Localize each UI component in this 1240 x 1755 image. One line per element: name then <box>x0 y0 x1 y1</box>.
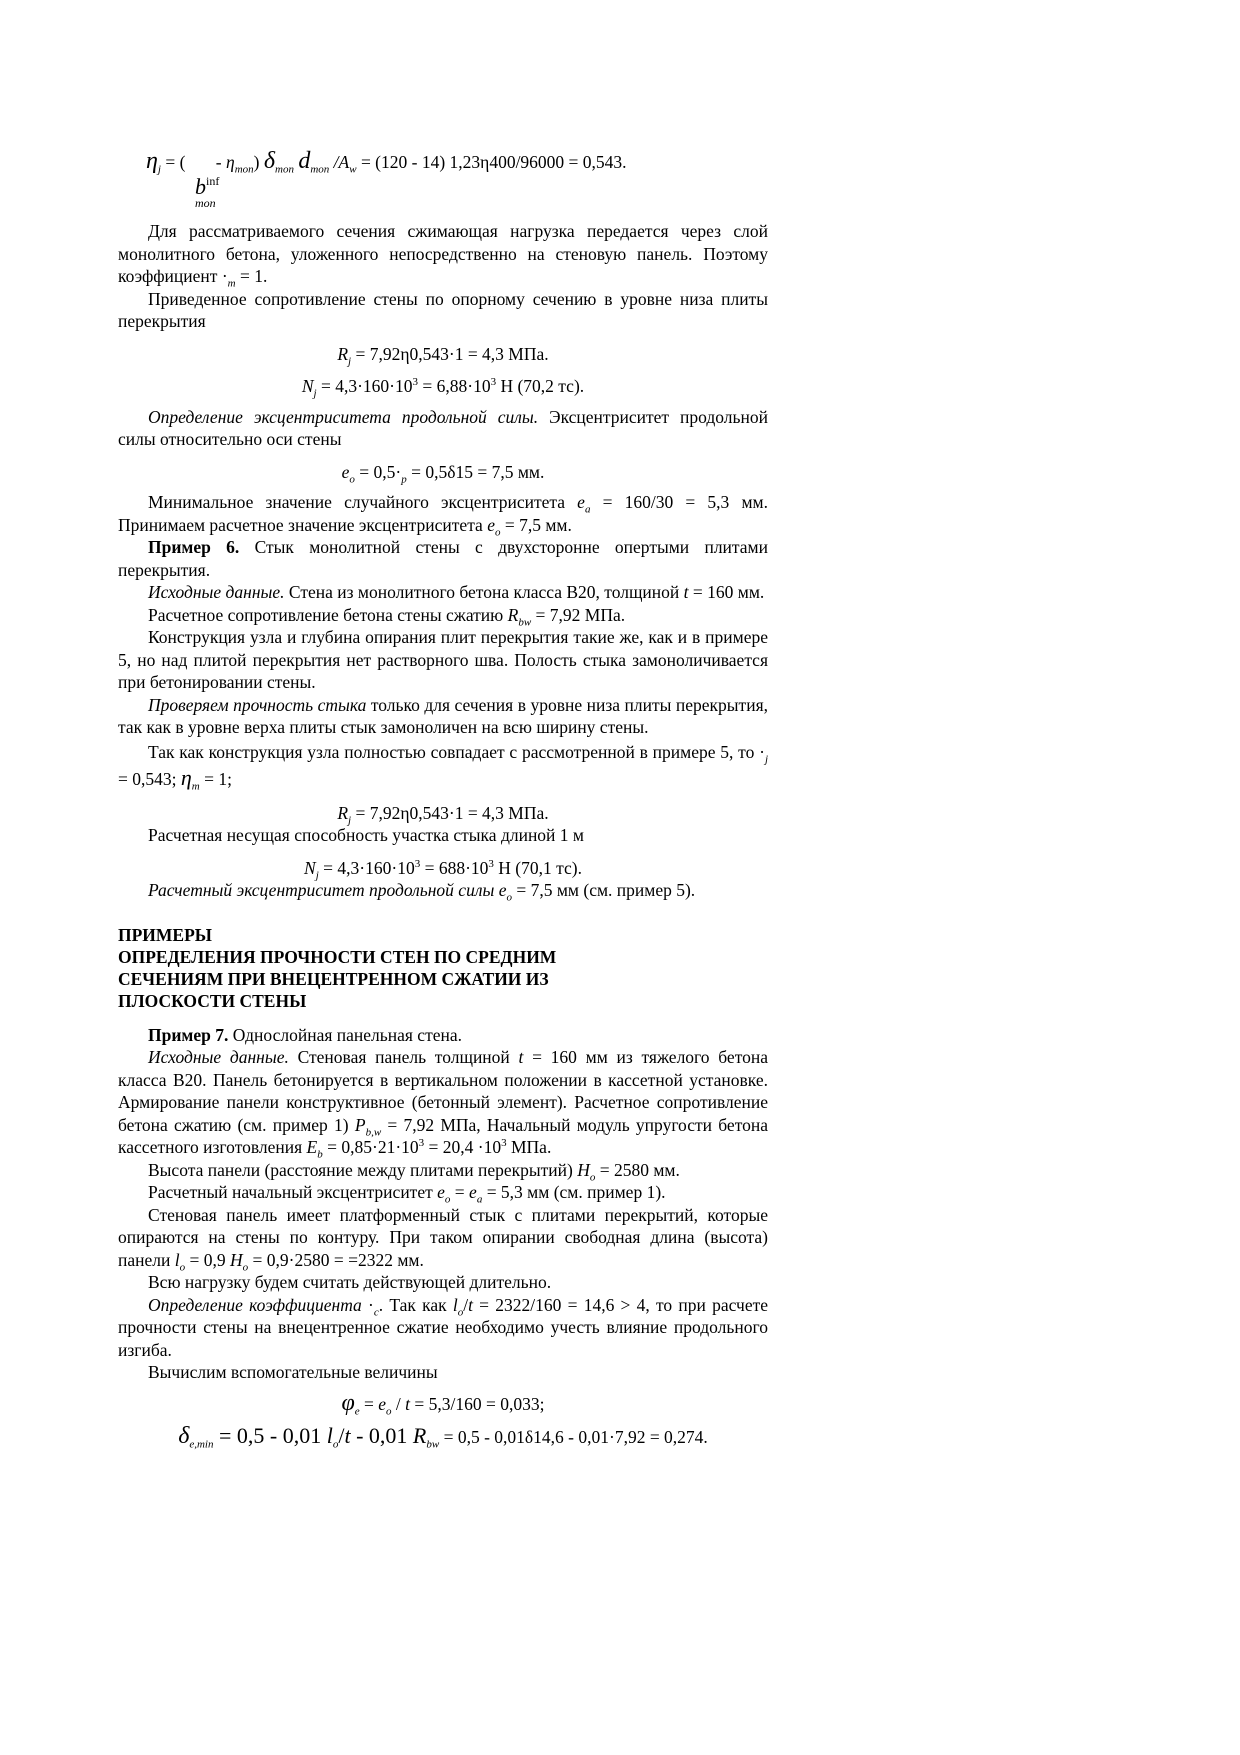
sub: c <box>373 1306 379 1318</box>
paragraph <box>118 604 768 627</box>
equation-delta <box>118 1425 768 1449</box>
sub: p <box>401 473 407 485</box>
text: = 20,4 ·10 <box>424 1137 502 1157</box>
paragraph <box>118 694 768 739</box>
text: Расчетный эксцентриситет продольной силы <box>148 880 499 900</box>
text: = 0,5 - 0,01δ14,6 - 0,01·7,92 = 0,274. <box>439 1427 708 1447</box>
paragraph <box>118 1181 768 1204</box>
sub: o <box>242 1261 249 1273</box>
text: = 160 мм из тяжелого бетона класса В20. Панель бетонируется в вертикальном положении в кассетной установке. Армирование панели конструктивное (бетонный элемент). Расчетное сопротивление бетона сжатию (см. пример 1) <box>118 1047 768 1135</box>
document-page <box>118 150 768 1449</box>
text: = <box>450 1182 470 1202</box>
text: l <box>326 1423 333 1448</box>
sub: mon <box>195 196 216 210</box>
sup: 3 <box>490 376 497 389</box>
sub: bw <box>518 616 532 628</box>
sup: inf <box>206 174 220 188</box>
sub: j <box>315 869 319 881</box>
text: = 7,92 МПа, Начальный модуль упругости бетона кассетного изготовления <box>118 1114 768 1157</box>
text: · <box>759 741 765 762</box>
text: Проверяем прочность стыка <box>148 694 367 715</box>
text: = 2322/160 = 14,6 > 4, то при расчете прочности стены на внецентренное сжатие необходимо учесть влияние продольного изгиба. <box>118 1294 768 1360</box>
sub: o <box>457 1306 464 1318</box>
text: · <box>368 1294 374 1315</box>
formula-eta-j <box>118 150 768 210</box>
text: - <box>211 152 226 172</box>
paragraph: Конструкция узла и глубина опирания плит перекрытия такие же, как и в примере 5, но над плитой перекрытия нет растворного шва. Полость стыка замоноличивается при бетонировании стены. <box>118 627 768 692</box>
text: = 0,5δ15 = 7,5 мм. <box>406 461 545 482</box>
paragraph <box>118 1204 768 1272</box>
paragraph <box>118 1046 768 1159</box>
text: R <box>507 604 519 625</box>
sub: o <box>179 1261 186 1273</box>
equation-nj <box>118 375 768 398</box>
sub: j <box>313 387 317 400</box>
text: e <box>577 492 585 512</box>
text: = 0,9·2580 = =2322 мм. <box>248 1249 424 1270</box>
text: = 7,92 МПа. <box>531 604 626 625</box>
text: e <box>341 461 350 482</box>
paragraph <box>118 491 768 536</box>
sub: o <box>589 1171 596 1183</box>
text: Стена из монолитного бетона класса В20, толщиной <box>284 582 684 602</box>
sub: mon <box>234 163 254 176</box>
text: Стеновая панель имеет платформенный стык с плитами перекрытий, которые опираются на стены по контуру. При таком опирании свободная длина (высота) панели <box>118 1204 768 1270</box>
sub: m <box>227 277 236 290</box>
text: Исходные данные. <box>148 582 285 602</box>
eta-symbol: η <box>180 764 192 790</box>
text: = 160/30 = 5,3 мм. Принимаем расчетное значение эксцентриситета <box>118 492 768 535</box>
text: = 5,3/160 = 0,033; <box>410 1393 545 1414</box>
text: Для рассматриваемого сечения сжимающая нагрузка передается через слой монолитного бетона, уложенного непосредственно на стеновую панель. Поэтому коэффициент <box>118 221 768 286</box>
paragraph: Приведенное сопротивление стены по опорному сечению в уровне низа плиты перекрытия <box>118 288 768 331</box>
text: e <box>498 880 507 900</box>
text: /A <box>329 152 350 172</box>
text: Эксцентриситет продольной силы относительно оси стены <box>118 406 768 449</box>
text: / <box>463 1294 469 1315</box>
text: e <box>437 1182 445 1202</box>
text: Так как конструкция узла полностью совпадает с рассмотренной в примере 5, то <box>148 741 760 762</box>
sup: 3 <box>488 857 494 870</box>
text: = ( <box>160 152 186 172</box>
text: P <box>354 1114 366 1135</box>
heading-line: СЕЧЕНИЯМ ПРИ ВНЕЦЕНТРЕННОМ СЖАТИИ ИЗ <box>118 968 549 989</box>
text: = 7,92η0,543·1 = 4,3 МПа. <box>351 343 549 364</box>
eta-symbol: η <box>146 148 158 174</box>
paragraph <box>118 220 768 288</box>
paragraph <box>118 536 768 581</box>
paragraph <box>118 1159 768 1182</box>
paragraph: Всю нагрузку будем считать действующей длительно. <box>148 1272 552 1292</box>
text: R <box>337 802 349 823</box>
text: ) <box>253 152 260 172</box>
paragraph <box>118 1294 768 1362</box>
text: N <box>304 857 316 878</box>
text: N <box>301 376 314 396</box>
phi-symbol: φ <box>341 1389 355 1416</box>
sup: 3 <box>418 1137 425 1150</box>
text: = 688·10 <box>420 857 489 878</box>
text: = <box>359 1393 379 1414</box>
paragraph: Расчетная несущая способность участка стыка длиной 1 м <box>148 825 584 845</box>
sub: j <box>157 163 161 176</box>
d-symbol: d <box>298 148 311 174</box>
text: / <box>391 1393 406 1414</box>
text: Определение эксцентриситета продольной силы. <box>148 406 539 427</box>
text: Расчетный начальный эксцентриситет <box>148 1182 438 1202</box>
formula-eta-j-row <box>146 150 627 174</box>
text: Пример 7. <box>148 1024 229 1045</box>
text: Определение коэффициента <box>148 1294 369 1315</box>
text: = 0,85·21·10 <box>322 1137 419 1157</box>
text: · <box>395 461 402 482</box>
text: / <box>338 1423 345 1448</box>
text: . <box>378 1294 384 1315</box>
paragraph <box>118 1024 768 1047</box>
equation-phi <box>118 1389 768 1417</box>
sub: e,min <box>189 1438 214 1451</box>
text: E <box>306 1137 318 1157</box>
text: Так как <box>383 1294 453 1315</box>
sup: 3 <box>501 1137 507 1150</box>
text: Н (70,2 тс). <box>496 376 585 396</box>
sup: 3 <box>412 376 419 389</box>
text: t <box>405 1393 411 1414</box>
paragraph <box>118 406 768 451</box>
text: - 0,01 <box>350 1423 413 1448</box>
text: = 7,5 мм. <box>500 514 572 535</box>
text: R <box>337 343 349 364</box>
text: e <box>487 514 495 535</box>
text: H <box>577 1159 590 1180</box>
text: = 4,3·160·10 <box>318 857 415 878</box>
text: = 0,9 <box>185 1249 230 1270</box>
text: МПа. <box>506 1137 552 1157</box>
sub: a <box>584 503 591 516</box>
text: = 160 мм. <box>688 582 765 602</box>
text: = 1. <box>235 266 268 286</box>
text: Пример 6. <box>148 537 240 557</box>
text: = 5,3 мм (см. пример 1). <box>482 1182 666 1202</box>
sub: o <box>494 526 501 538</box>
text: H <box>230 1249 243 1270</box>
text: l <box>452 1294 458 1315</box>
paragraph <box>118 739 768 792</box>
section-heading <box>118 924 768 1012</box>
b-symbol: b <box>195 174 206 199</box>
text: e <box>378 1393 387 1414</box>
sub: w <box>349 163 357 176</box>
text: = 4,3·160·10 <box>316 376 413 396</box>
equation-rj-2 <box>118 802 768 825</box>
sub: bw <box>426 1438 440 1451</box>
equation-rj <box>118 343 768 366</box>
paragraph: Вычислим вспомогательные величины <box>148 1362 438 1382</box>
sub: j <box>348 814 352 826</box>
sub: m <box>191 780 200 792</box>
sub: a <box>476 1193 483 1206</box>
text: = 7,5 мм (см. пример 5). <box>511 880 696 900</box>
text: = 7,92η0,543·1 = 4,3 МПа. <box>351 802 549 823</box>
equation-eo <box>118 461 768 484</box>
sub: o <box>332 1438 339 1451</box>
text: = 0,5 <box>354 461 396 482</box>
formula-eta-j-b <box>195 174 220 218</box>
text: t <box>344 1423 351 1448</box>
delta-symbol: δ <box>178 1423 190 1449</box>
heading-line: ПРИМЕРЫ <box>118 924 212 945</box>
text: Минимальное значение случайного эксцентриситета <box>148 492 578 512</box>
text: Высота панели (расстояние между плитами перекрытий) <box>148 1159 578 1180</box>
sub: b,w <box>365 1126 382 1138</box>
text: Н (70,1 тс). <box>493 857 582 878</box>
sup: 3 <box>414 857 421 870</box>
text: = 0,543; <box>118 768 181 789</box>
text: = 2580 мм. <box>595 1159 680 1180</box>
paragraph <box>118 581 768 604</box>
text: t <box>518 1047 524 1067</box>
text: l <box>174 1249 180 1270</box>
text: · <box>221 266 228 286</box>
text: = 6,88·10 <box>418 376 491 396</box>
sub: o <box>349 473 355 485</box>
sub: o <box>386 1405 392 1417</box>
paragraph <box>118 879 768 902</box>
text: t <box>683 582 689 602</box>
sub: o <box>444 1193 451 1206</box>
sub: mon <box>275 163 294 176</box>
text: Однослойная панельная стена. <box>228 1024 462 1045</box>
equation-nj-2 <box>118 857 768 880</box>
text: e <box>469 1182 477 1202</box>
text: = 1; <box>199 768 232 789</box>
text: только для сечения в уровне низа плиты перекрытия, так как в уровне верха плиты стык замоноличен на всю ширину стены. <box>118 694 768 737</box>
delta-symbol: δ <box>263 148 275 174</box>
heading-line: ОПРЕДЕЛЕНИЯ ПРОЧНОСТИ СТЕН ПО СРЕДНИМ <box>118 946 557 967</box>
text: Расчетное сопротивление бетона стены сжатию <box>148 604 508 625</box>
sub: b <box>317 1148 323 1161</box>
text: R <box>412 1423 427 1448</box>
text: = 0,5 - 0,01 <box>213 1423 327 1448</box>
text: Стеновая панель толщиной <box>288 1047 519 1067</box>
sub: o <box>506 891 512 904</box>
sub: j <box>764 753 768 765</box>
eta-symbol: η <box>226 152 235 172</box>
sub: mon <box>310 163 330 176</box>
sub: e <box>354 1405 360 1417</box>
text: = (120 - 14) 1,23η400/96000 = 0,543. <box>356 152 627 172</box>
text: Исходные данные. <box>148 1047 289 1067</box>
sub: j <box>348 355 352 367</box>
text: t <box>468 1294 473 1315</box>
heading-line: ПЛОСКОСТИ СТЕНЫ <box>118 990 307 1011</box>
text: Стык монолитной стены с двухсторонне опертыми плитами перекрытия. <box>118 537 768 580</box>
